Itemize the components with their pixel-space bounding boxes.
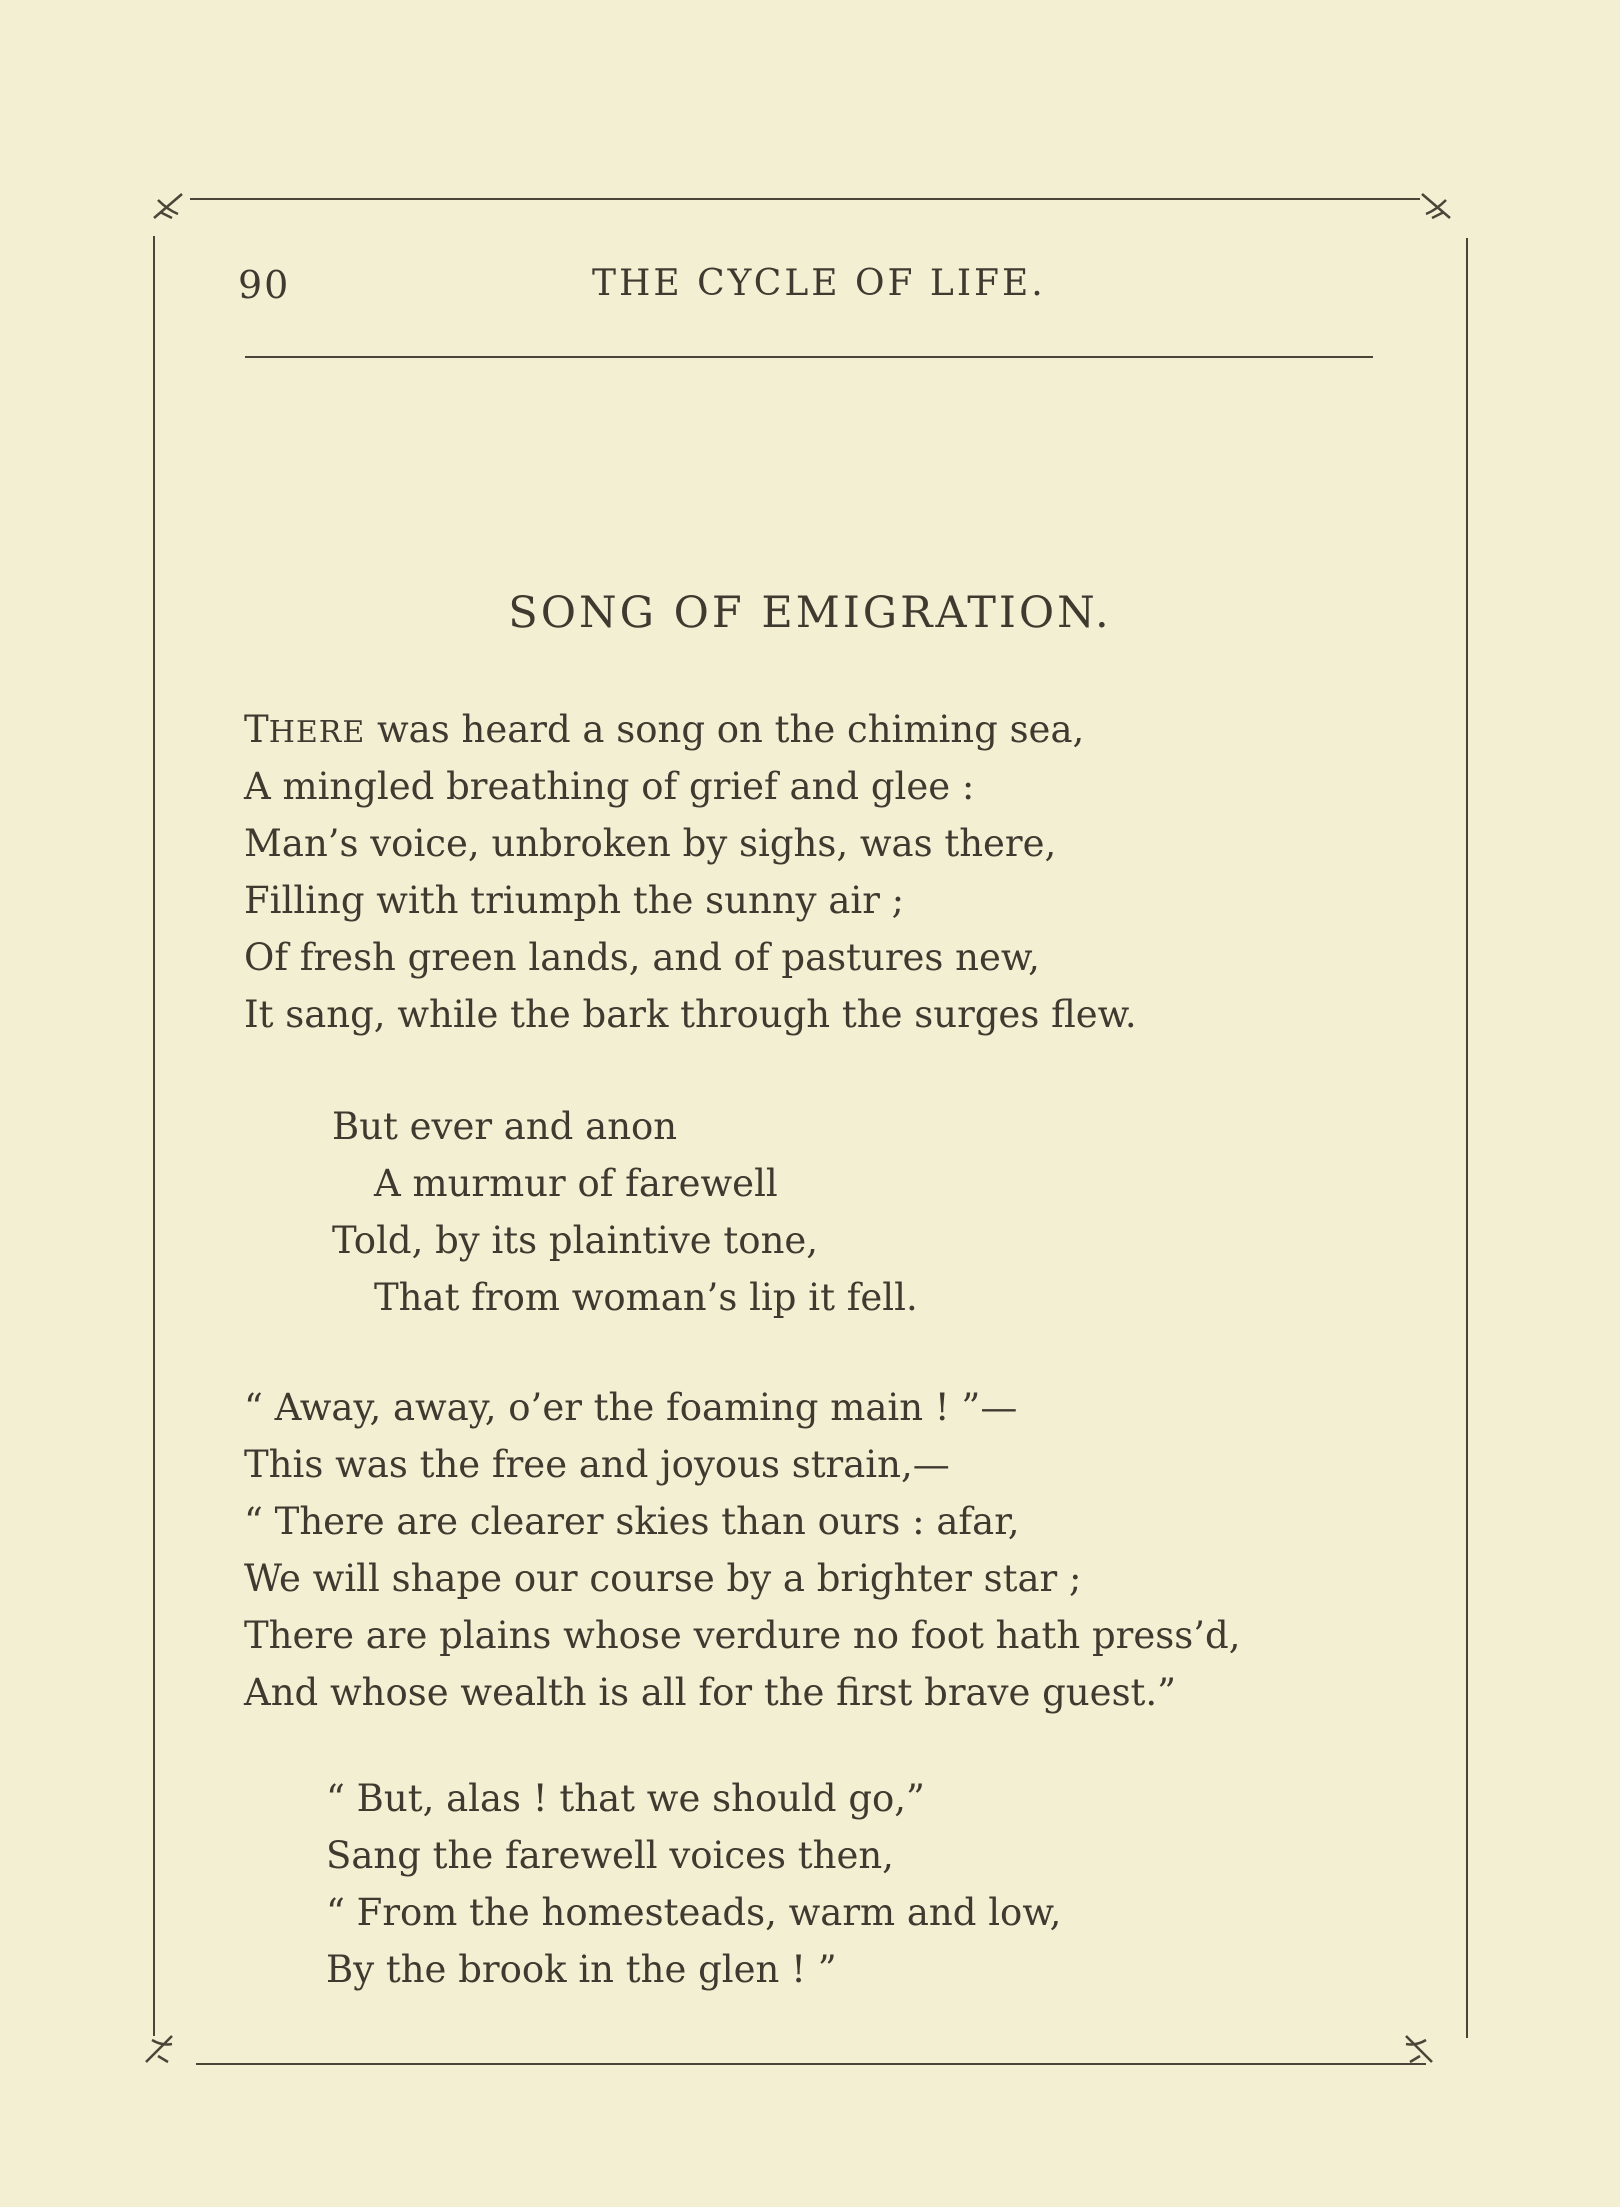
frame-top-rule (190, 198, 1420, 200)
stanza-3-line-5: There are plains whose verdure no foot hath press’d, (244, 1614, 1241, 1657)
initial-letter: T (244, 708, 269, 751)
poem-title: SONG OF EMIGRATION. (508, 588, 1112, 638)
stanza-4-line-2: Sang the farewell voices then, (326, 1834, 894, 1877)
page-number: 90 (238, 263, 291, 307)
stanza-2-line-2: A murmur of farewell (374, 1162, 778, 1205)
stanza-3-line-3: “ There are clearer skies than ours : afar, (244, 1500, 1020, 1543)
stanza-3-line-1: “ Away, away, o’er the foaming main ! ”— (244, 1386, 1018, 1429)
stanza-4-line-3: “ From the homesteads, warm and low, (326, 1891, 1062, 1934)
corner-ornament-bottom-right-icon (1400, 2030, 1436, 2066)
stanza-2-line-3: Told, by its plaintive tone, (332, 1219, 819, 1262)
stanza-1-line-5: Of fresh green lands, and of pastures new, (244, 936, 1040, 979)
corner-ornament-top-left-icon (150, 188, 186, 224)
frame-left-rule (153, 236, 155, 2036)
header-rule (245, 356, 1373, 358)
stanza-1-line-1 (244, 708, 1085, 751)
stanza-1-line-6: It sang, while the bark through the surges flew. (244, 993, 1137, 1036)
stanza-4-line-4: By the brook in the glen ! ” (326, 1948, 837, 1991)
frame-bottom-rule (196, 2063, 1426, 2065)
stanza-3-line-6: And whose wealth is all for the first brave guest.” (244, 1671, 1177, 1714)
stanza-3-line-2: This was the free and joyous strain,— (244, 1443, 950, 1486)
stanza-1-line-2: A mingled breathing of grief and glee : (244, 765, 975, 808)
running-title: THE CYCLE OF LIFE. (592, 263, 1046, 304)
corner-ornament-bottom-left-icon (142, 2030, 178, 2066)
stanza-1-line-4: Filling with triumph the sunny air ; (244, 879, 905, 922)
line-text: was heard a song on the chiming sea, (365, 708, 1085, 751)
stanza-1-line-3: Man’s voice, unbroken by sighs, was there, (244, 822, 1057, 865)
stanza-3-line-4: We will shape our course by a brighter star ; (244, 1557, 1082, 1600)
stanza-2-line-4: That from woman’s lip it fell. (374, 1276, 918, 1319)
frame-right-rule (1466, 238, 1468, 2038)
stanza-2-line-1: But ever and anon (332, 1105, 678, 1148)
corner-ornament-top-right-icon (1418, 188, 1454, 224)
small-caps-word: HERE (268, 715, 366, 750)
stanza-4-line-1: “ But, alas ! that we should go,” (326, 1777, 925, 1820)
